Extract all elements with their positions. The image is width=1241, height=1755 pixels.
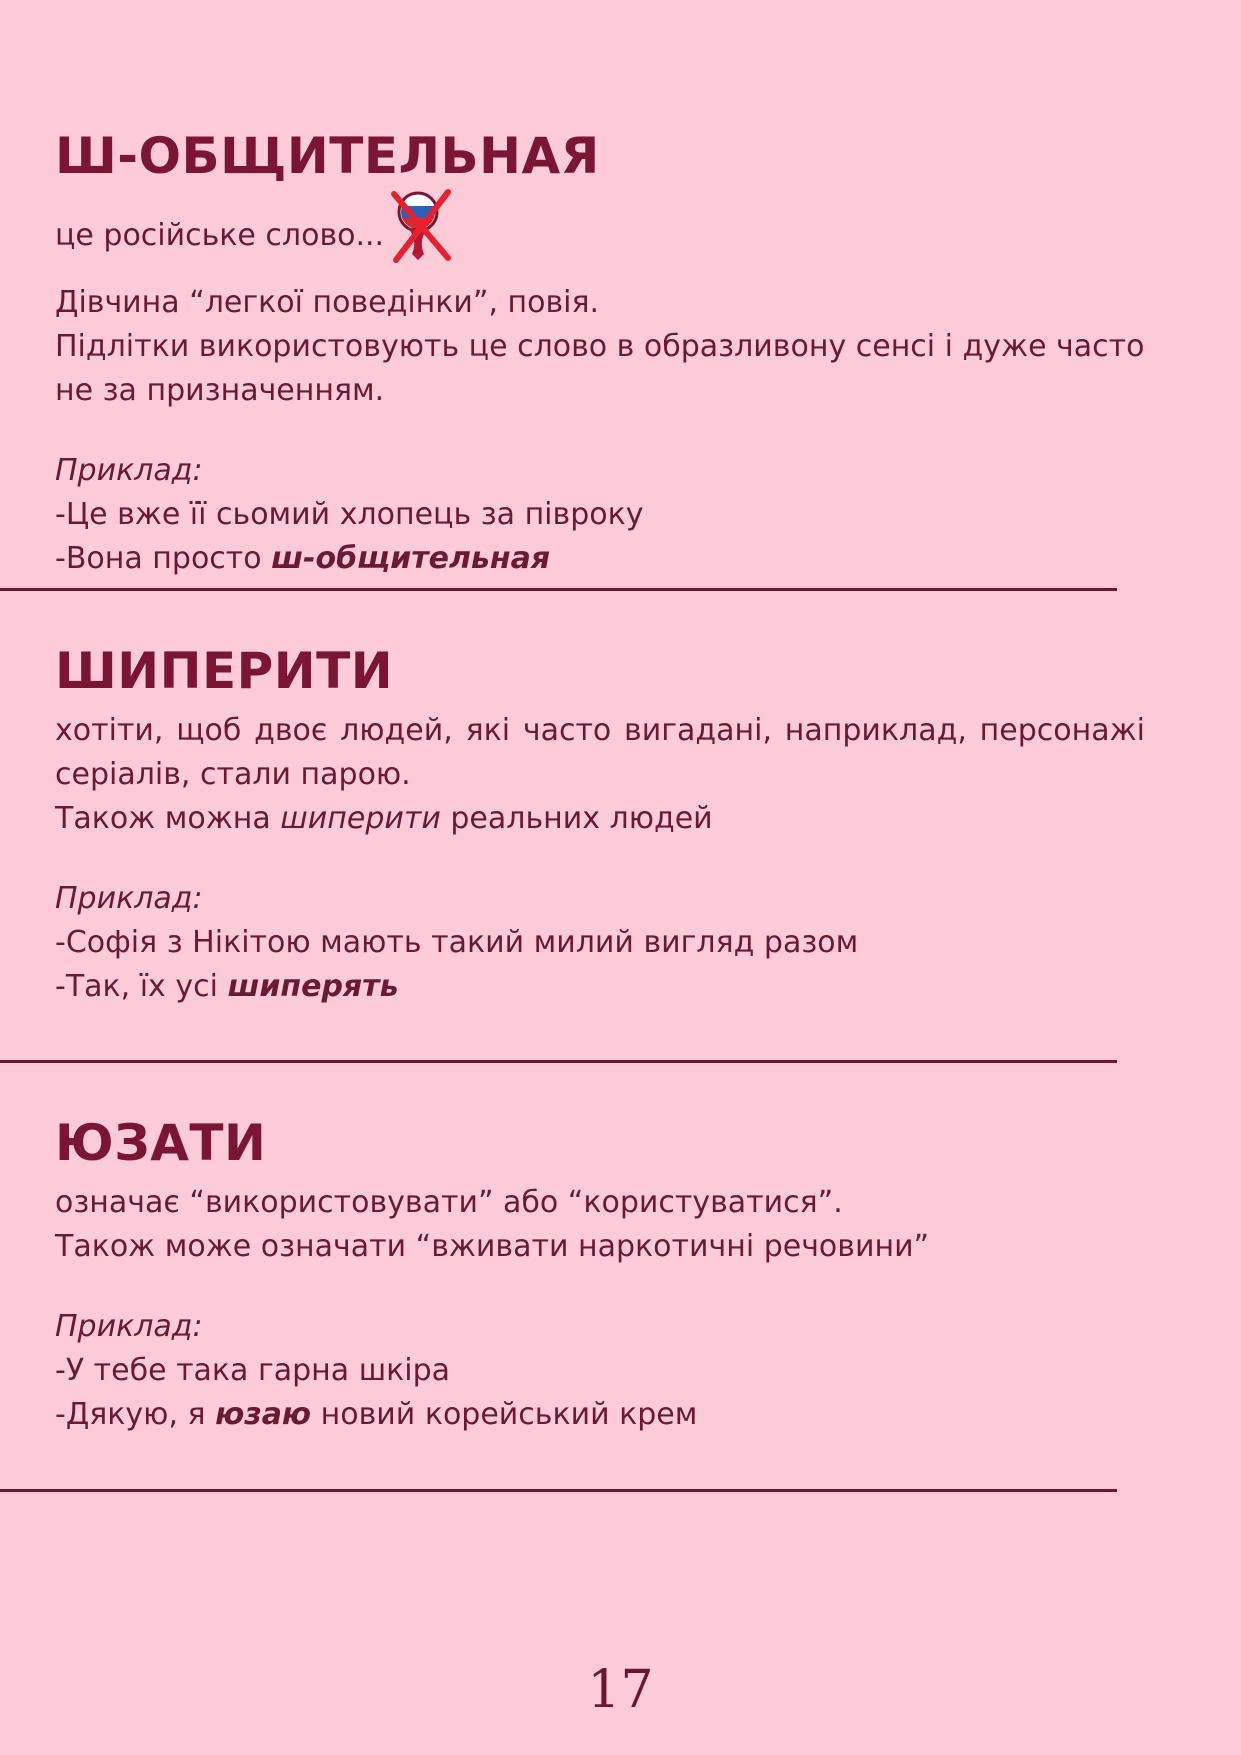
spacer <box>55 413 1145 449</box>
definition-line <box>55 192 1145 281</box>
definition-line: Дівчина “легкої поведінки”, повія. <box>55 285 600 320</box>
example-text: -Так, їх усі <box>55 969 228 1004</box>
page-number: 17 <box>587 1660 654 1720</box>
example-term: юзаю <box>215 1397 312 1432</box>
example-label: Приклад: <box>55 881 203 916</box>
spacer <box>55 841 1145 877</box>
definition-text: Також можна <box>55 801 281 836</box>
term-heading: ЮЗАТИ <box>55 1114 267 1172</box>
spacer <box>55 1269 1145 1305</box>
definition-text: це російське слово... <box>55 218 385 253</box>
example-line: -Це вже її сьомий хлопець за півроку <box>55 497 644 532</box>
section-divider <box>0 588 1117 591</box>
entry-yuzaty <box>55 1113 1145 1437</box>
definition-line: означає “використовувати” або “користуватися”. <box>55 1185 843 1220</box>
entry-shyperyty <box>55 641 1145 1009</box>
example-line <box>55 537 1145 581</box>
russian-flag-crossed-icon <box>388 188 454 277</box>
section-divider <box>0 1060 1117 1063</box>
definition-text: реальних людей <box>440 801 713 836</box>
example-term: ш-общительная <box>271 541 551 576</box>
term-heading: ШИПЕРИТИ <box>55 642 394 700</box>
example-term: шиперять <box>227 969 399 1004</box>
example-text: -Вона просто <box>55 541 272 576</box>
definition-line <box>55 797 1145 841</box>
example-label: Приклад: <box>55 453 203 488</box>
definition-paragraph: хотіти, щоб двоє людей, які часто вигадані, наприклад, персонажі серіалів, стали парою. <box>55 713 1145 792</box>
example-text: -Дякую, я <box>55 1397 216 1432</box>
term-heading: Ш-ОБЩИТЕЛЬНАЯ <box>55 127 600 185</box>
definition-term: шиперити <box>280 801 441 836</box>
definition-line: Також може означати “вживати наркотичні речовини” <box>55 1229 930 1264</box>
example-line <box>55 965 1145 1009</box>
example-text: новий корейський крем <box>311 1397 698 1432</box>
example-line: -У тебе така гарна шкіра <box>55 1353 451 1388</box>
example-label: Приклад: <box>55 1309 203 1344</box>
example-line <box>55 1393 1145 1437</box>
entry-sh-obshchitelnaya <box>55 126 1145 581</box>
section-divider <box>0 1489 1117 1492</box>
example-line: -Софія з Нікітою мають такий милий вигляд разом <box>55 925 859 960</box>
definition-line: Підлітки використовують це слово в образливону сенсі і дуже часто <box>55 329 1145 364</box>
definition-line: не за призначенням. <box>55 373 385 408</box>
